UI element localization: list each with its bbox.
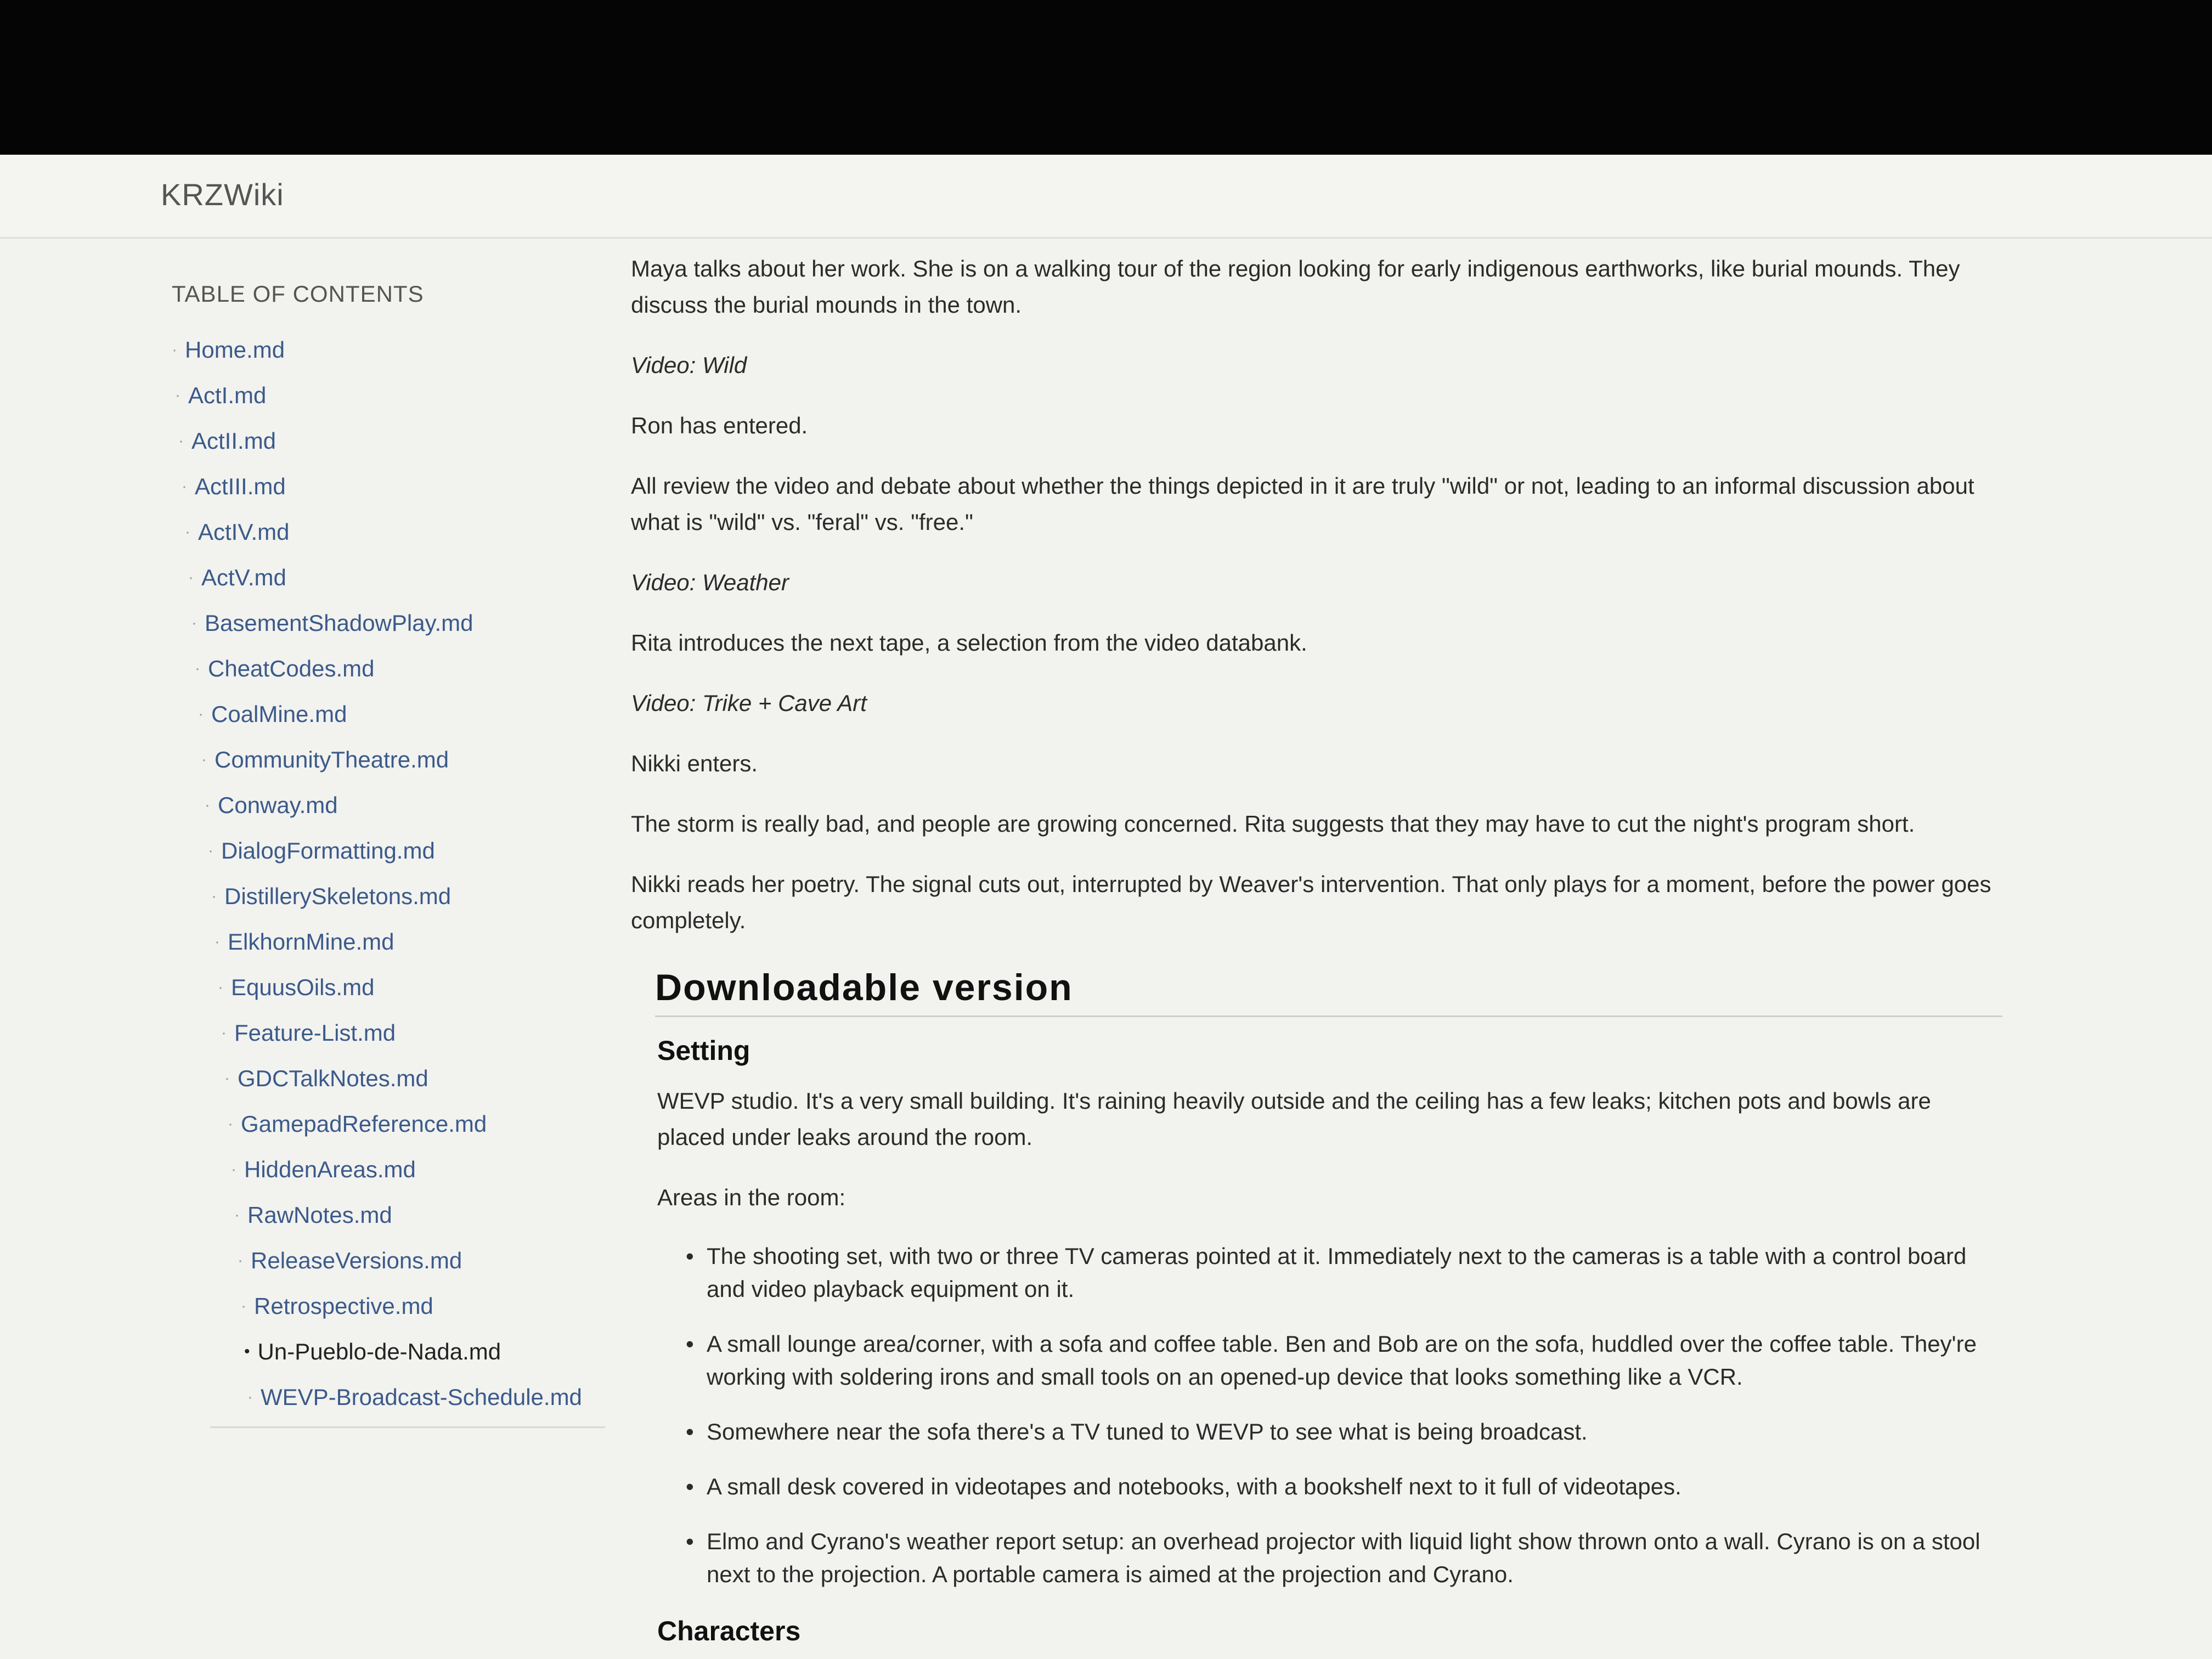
toc-link[interactable]: Home.md — [185, 336, 285, 363]
toc-link[interactable]: DistillerySkeletons.md — [224, 883, 452, 909]
areas-list — [657, 1240, 2002, 1591]
bullet-icon: · — [172, 340, 177, 359]
toc-link[interactable]: GamepadReference.md — [241, 1110, 487, 1137]
list-item: • Elmo and Cyrano's weather report setup: an overhead projector with liquid light show thrown onto a wall. Cyrano is on a stool next to the projection. A portable camera is aimed at the projection and Cyrano. — [657, 1525, 2002, 1591]
toc-link[interactable]: ActII.md — [191, 427, 276, 454]
toc-link[interactable]: Feature-List.md — [234, 1019, 396, 1046]
toc-divider — [210, 1426, 605, 1428]
toc-item[interactable] — [172, 1101, 600, 1147]
toc-item[interactable] — [172, 1192, 600, 1238]
paragraph: Maya talks about her work. She is on a walking tour of the region looking for early indigenous earthworks, like burial mounds. They discuss the burial mounds in the town. — [631, 256, 1960, 318]
toc-item[interactable] — [172, 418, 600, 464]
toc-heading: TABLE OF CONTENTS — [172, 281, 424, 307]
top-navbar — [0, 155, 2212, 239]
paragraph: Ron has entered. — [631, 413, 808, 438]
toc-link[interactable]: ActIV.md — [198, 518, 290, 545]
toc-item[interactable] — [172, 873, 600, 919]
paragraph-italic: Video: Weather — [631, 569, 789, 595]
toc-item[interactable] — [172, 373, 600, 418]
bullet-icon: · — [211, 887, 217, 905]
toc-item[interactable] — [172, 509, 600, 555]
toc-item[interactable] — [172, 1283, 600, 1329]
toc-item[interactable] — [172, 691, 600, 737]
toc-link[interactable]: WEVP-Broadcast-Schedule.md — [261, 1384, 582, 1410]
monitor-bezel — [0, 0, 2212, 155]
bullet-icon: · — [241, 1296, 246, 1315]
toc-link[interactable]: ActV.md — [201, 564, 286, 590]
bullet-icon: · — [224, 1069, 230, 1087]
bullet-icon: · — [185, 522, 190, 541]
subheading-setting: Setting — [657, 1035, 751, 1066]
bullet-icon: · — [188, 568, 194, 586]
toc-item[interactable] — [172, 964, 600, 1010]
paragraph: WEVP studio. It's a very small building. It's raining heavily outside and the ceiling has a few leaks; kitchen pots and bowls are placed under leaks around the room. — [657, 1088, 1931, 1150]
bullet-icon: · — [215, 932, 220, 951]
toc-item[interactable] — [172, 828, 600, 873]
bullet-icon: · — [231, 1160, 236, 1178]
toc-link[interactable]: ElkhornMine.md — [228, 928, 394, 955]
wiki-page — [0, 155, 2212, 1659]
toc-item[interactable] — [172, 1238, 600, 1283]
bullet-icon: · — [195, 659, 200, 678]
toc-item[interactable] — [172, 919, 600, 964]
bullet-icon: · — [247, 1387, 253, 1406]
bullet-icon: · — [178, 431, 184, 450]
paragraph: Areas in the room: — [657, 1184, 846, 1210]
toc-link[interactable]: DialogFormatting.md — [221, 837, 435, 864]
table-of-contents — [172, 281, 600, 1428]
toc-link[interactable]: RawNotes.md — [247, 1201, 392, 1228]
toc-link[interactable]: HiddenAreas.md — [244, 1156, 416, 1182]
toc-link[interactable]: Un-Pueblo-de-Nada.md — [257, 1338, 501, 1364]
site-title-link[interactable]: KRZWiki — [161, 177, 284, 212]
bullet-icon: · — [221, 1023, 227, 1042]
section-heading-downloadable-version: Downloadable version — [655, 963, 2002, 1017]
bullet-icon: · — [238, 1251, 243, 1269]
toc-link[interactable]: Retrospective.md — [254, 1293, 433, 1319]
bullet-icon: · — [208, 841, 213, 860]
paragraph: The storm is really bad, and people are growing concerned. Rita suggests that they may have to cut the night's program short. — [631, 811, 1915, 837]
toc-link[interactable]: CommunityTheatre.md — [215, 746, 449, 772]
toc-link[interactable]: ReleaseVersions.md — [251, 1247, 462, 1273]
toc-item[interactable] — [172, 1374, 600, 1420]
bullet-icon: · — [198, 704, 204, 723]
bullet-icon: · — [182, 477, 187, 495]
toc-item[interactable] — [172, 646, 600, 691]
toc-item[interactable] — [172, 1147, 600, 1192]
toc-item[interactable] — [172, 1056, 600, 1101]
paragraph: Nikki reads her poetry. The signal cuts out, interrupted by Weaver's intervention. That only plays for a moment, before the power goes completely. — [631, 871, 1991, 933]
toc-link[interactable]: Conway.md — [218, 792, 338, 818]
toc-link[interactable]: ActIII.md — [195, 473, 286, 499]
bullet-icon: · — [228, 1114, 233, 1133]
bullet-icon: · — [218, 978, 223, 996]
paragraph: Rita introduces the next tape, a selection from the video databank. — [631, 630, 1307, 656]
list-item: • A small desk covered in videotapes and notebooks, with a bookshelf next to it full of videotapes. — [657, 1470, 2002, 1503]
paragraph-italic: Video: Trike + Cave Art — [631, 690, 867, 716]
toc-link[interactable]: EquusOils.md — [231, 974, 375, 1000]
toc-link[interactable]: BasementShadowPlay.md — [205, 610, 473, 636]
bullet-icon: · — [175, 386, 180, 404]
toc-list — [172, 327, 600, 1420]
bullet-icon: · — [205, 795, 210, 814]
toc-link[interactable]: CoalMine.md — [211, 701, 347, 727]
toc-item[interactable] — [172, 782, 600, 828]
bullet-icon: • — [244, 1342, 250, 1361]
toc-item[interactable] — [172, 555, 600, 600]
list-item: • The shooting set, with two or three TV cameras pointed at it. Immediately next to the cameras is a table with a control board and video playback equipment on it. — [657, 1240, 2002, 1306]
toc-item[interactable] — [172, 737, 600, 782]
toc-item[interactable] — [172, 327, 600, 373]
bullet-icon: · — [234, 1205, 240, 1224]
bullet-icon: · — [191, 613, 197, 632]
toc-link[interactable]: CheatCodes.md — [208, 655, 375, 681]
toc-item[interactable] — [172, 600, 600, 646]
paragraph: All review the video and debate about whether the things depicted in it are truly "wild" or not, leading to an informal discussion about what is "wild" vs. "feral" vs. "free." — [631, 473, 1974, 535]
paragraph-italic: Video: Wild — [631, 352, 747, 378]
subheading-characters: Characters — [657, 1616, 801, 1646]
toc-link[interactable]: GDCTalkNotes.md — [238, 1065, 428, 1091]
list-item: • Somewhere near the sofa there's a TV tuned to WEVP to see what is being broadcast. — [657, 1415, 2002, 1448]
toc-item[interactable] — [172, 1010, 600, 1056]
list-item: • A small lounge area/corner, with a sofa and coffee table. Ben and Bob are on the sofa, huddled over the coffee table. They're working with soldering irons and small tools on an opened-up device that looks something like a VCR. — [657, 1328, 2002, 1393]
toc-link[interactable]: ActI.md — [188, 382, 267, 408]
toc-item[interactable] — [172, 1329, 600, 1374]
bullet-icon: · — [201, 750, 207, 769]
paragraph: Nikki enters. — [631, 751, 758, 776]
article-content — [631, 251, 2002, 1659]
toc-item[interactable] — [172, 464, 600, 509]
